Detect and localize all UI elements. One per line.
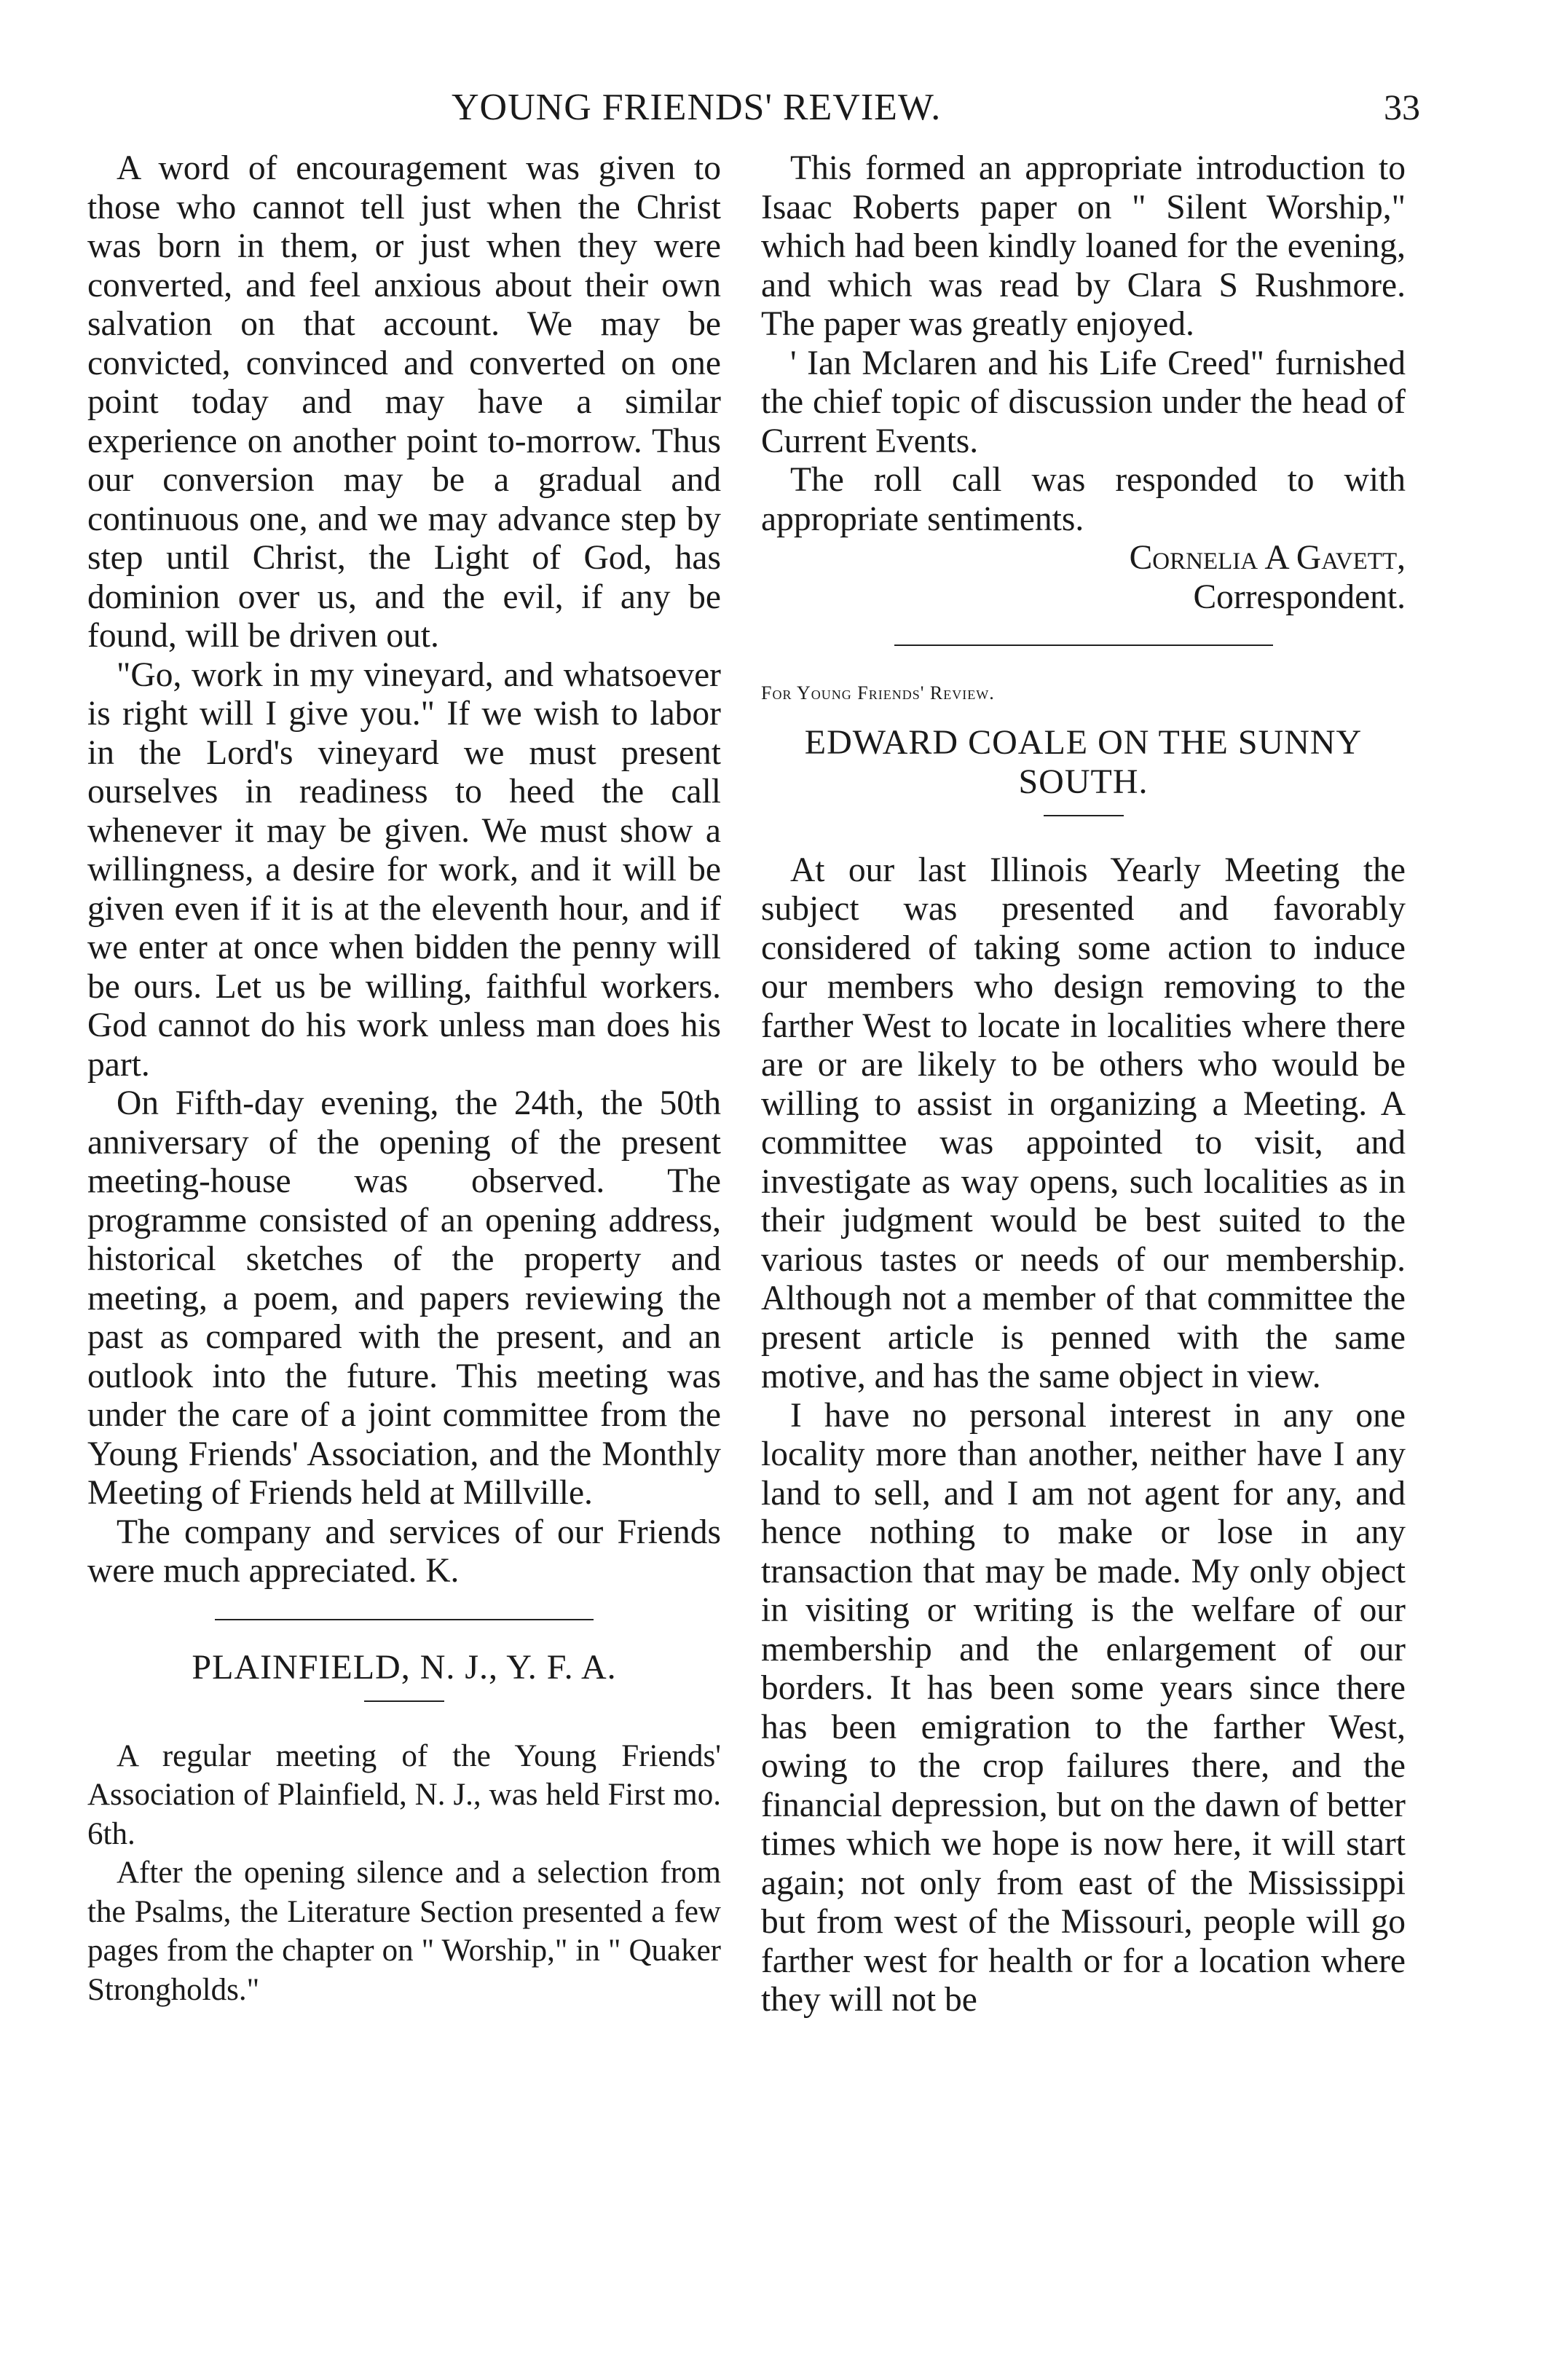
signature-role: Correspondent. xyxy=(1193,578,1406,616)
running-title: YOUNG FRIENDS' REVIEW. xyxy=(452,87,942,128)
paragraph: This formed an appropriate introduction to Isaac Roberts paper on " Silent Worship," which had been kindly loaned for the evening, and which was read by Clara S Rushmore. The paper was greatly enjoyed. xyxy=(761,149,1406,343)
section-heading: PLAINFIELD, N. J., Y. F. A. xyxy=(192,1647,617,1687)
page-number: 33 xyxy=(1384,87,1420,127)
paragraph: A word of encouragement was given to those who cannot tell just when the Christ was born in them, or just when they were converted, and feel anxious about their own salvation on that account. We may be convicted, convinced and converted on one point today and may have a similar experience on another point to-morrow. Thus our conversion may be a gradual and continuous one, and we may advance step by step until Christ, the Light of God, has dominion over us, and the evil, if any be found, will be driven out. xyxy=(87,149,721,655)
source-line: For Young Friends' Review. xyxy=(761,682,995,703)
paragraph: The company and services of our Friends were much appreciated. K. xyxy=(87,1513,721,1590)
right-column xyxy=(761,149,1406,2020)
section-divider xyxy=(215,1619,594,1620)
paragraph: At our last Illinois Yearly Meeting the subject was presented and favorably considered of taking some action to induce our members who design removing to the farther West to locate in localities where there are or are likely to be others who would be willing to assist in organizing a Meeting. A committee was appointed to visit, and investigate as way opens, such localities as in their judgment would be best suited to the various tastes or needs of our membership. Although not a member of that committee the present article is penned with the same motive, and has the same object in view. xyxy=(761,851,1406,1395)
section-divider xyxy=(894,645,1273,646)
left-column xyxy=(87,149,721,2009)
paragraph: "Go, work in my vineyard, and whatsoever is right will I give you." If we wish to labor in the Lord's vineyard we must present ourselves in readiness to heed the call whenever it may be given. We must show a willingness, a desire for work, and it will be given even if it is at the eleventh hour, and if we enter at once when bidden the penny will be ours. Let us be willing, faithful workers. God cannot do his work unless man does his part. xyxy=(87,655,721,1084)
paragraph: A regular meeting of the Young Friends' Association of Plainfield, N. J., was held First mo. 6th. xyxy=(87,1738,721,1851)
heading-rule xyxy=(1044,815,1124,816)
paragraph: On Fifth-day evening, the 24th, the 50th anniversary of the opening of the present meeting-house was observed. The programme consisted of an opening address, historical sketches of the property and meeting, a poem, and papers reviewing the past as compared with the present, and an outlook into the future. This meeting was under the care of a joint committee from the Young Friends' Association, and the Monthly Meeting of Friends held at Millville. xyxy=(87,1084,721,1512)
heading-rule xyxy=(364,1700,444,1702)
running-head xyxy=(0,86,1568,144)
paragraph: ' Ian Mclaren and his Life Creed" furnished the chief topic of discussion under the head of Current Events. xyxy=(761,344,1406,460)
article-title: EDWARD COALE ON THE SUNNY SOUTH. xyxy=(804,722,1363,801)
paragraph: The roll call was responded to with appropriate sentiments. xyxy=(761,461,1406,538)
paragraph: I have no personal interest in any one locality more than another, neither have I any land to sell, and I am not agent for any, and hence nothing to make or lose in any transaction that may be made. My only object in visiting or writing is the welfare of our membership and the enlargement of our borders. It has been some years since there has been emigration to the farther West, owing to the crop failures there, and the financial depression, but on the dawn of better times which we hope is now here, it will start again; not only from east of the Mississippi but from west of the Missouri, people will go farther west for health or for a location where they will not be xyxy=(761,1396,1406,2019)
paragraph: After the opening silence and a selection from the Psalms, the Literature Section presented a few pages from the chapter on " Worship," in " Quaker Strongholds." xyxy=(87,1856,721,2007)
signature-name: Cornelia A Gavett, xyxy=(1129,539,1406,577)
